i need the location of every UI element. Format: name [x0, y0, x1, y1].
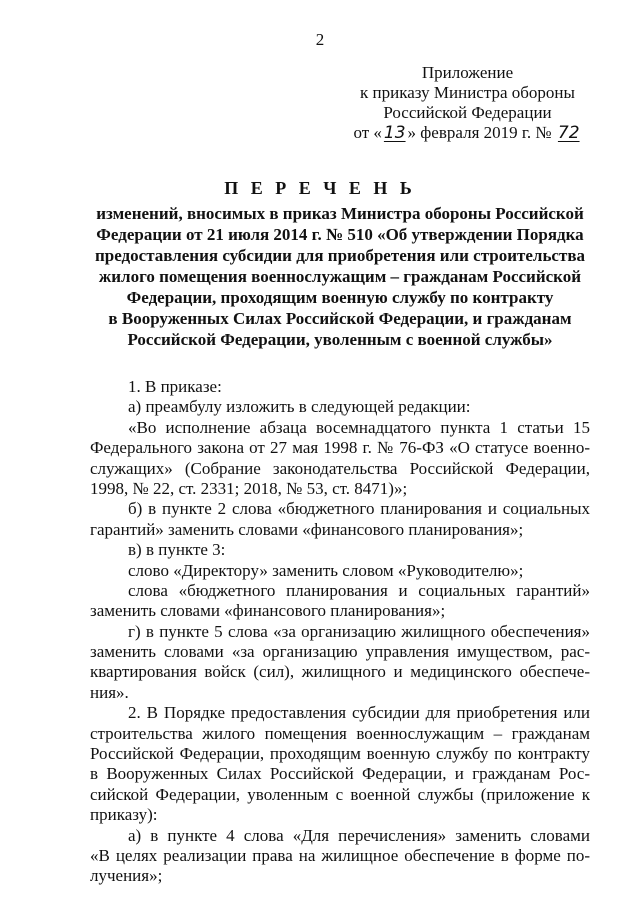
body-line: г) в пункте 5 слова «за организацию жилищного обеспечения»: [128, 621, 590, 641]
subtitle-line: изменений, вносимых в приказ Министра обороны Российской: [96, 204, 584, 223]
body-line: Федерального закона от 27 мая 1998 г. № 76-ФЗ «О статусе военно-: [90, 438, 590, 458]
subtitle-line: Российской Федерации, уволенным с военной службы»: [127, 330, 553, 349]
body-line: в Вооруженных Силах Российской Федерации, и гражданам Рос-: [90, 764, 590, 784]
appendix-line-3: Российской Федерации: [383, 103, 552, 122]
appendix-line-2: к приказу Министра обороны: [360, 83, 575, 102]
date-prefix: от «: [353, 123, 382, 142]
body-line: слово «Директору» заменить словом «Руководителю»;: [128, 560, 524, 580]
appendix-line-1: Приложение: [421, 63, 514, 82]
document-subtitle: [90, 203, 590, 350]
body-line: сийской Федерации, уволенным с военной службы (приложение к: [90, 784, 590, 804]
body-line: слова «бюджетного планирования и социальных гарантий»: [128, 580, 590, 600]
body-line: а) преамбулу изложить в следующей редакции:: [128, 397, 471, 417]
body-line: гарантий» заменить словами «финансового планирования»;: [90, 519, 524, 539]
appendix-header: [330, 63, 605, 143]
page-number: 2: [315, 30, 325, 49]
subtitle-line: Федерации, проходящим военную службу по контракту: [126, 288, 554, 307]
body-line: «В целях реализации права на жилищное обеспечение в форме по-: [90, 845, 590, 865]
subtitle-line: жилого помещения военнослужащим – гражданам Российской: [98, 267, 582, 286]
body-line: квартирования войск (сил), жилищного и медицинского обеспече-: [90, 662, 590, 682]
handwritten-order-number: 72: [557, 123, 580, 143]
document-body: [90, 377, 590, 887]
document-title: П Е Р Е Ч Е Н Ь: [224, 178, 416, 198]
subtitle-line: предоставления субсидии для приобретения или строительства: [94, 246, 586, 265]
body-line: ния».: [90, 682, 129, 702]
body-line: б) в пункте 2 слова «бюджетного планирования и социальных: [128, 499, 590, 519]
body-line: Российской Федерации, проходящим военную службу по контракту: [90, 744, 590, 764]
body-line: в) в пункте 3:: [128, 540, 226, 560]
body-line: 1998, № 22, ст. 2331; 2018, № 53, ст. 8471)»;: [90, 478, 408, 498]
body-line: а) в пункте 4 слова «Для перечисления» заменить словами: [128, 825, 590, 845]
body-line: 1. В приказе:: [128, 377, 222, 396]
body-line: 2. В Порядке предоставления субсидии для приобретения или: [128, 703, 590, 723]
body-line: служащих» (Собрание законодательства Российской Федерации,: [90, 458, 590, 478]
body-line: заменить словами «за организацию управления имуществом, рас-: [90, 642, 590, 662]
body-line: строительства жилого помещения военнослужащим – гражданам: [90, 723, 590, 743]
subtitle-line: в Вооруженных Силах Российской Федерации, и гражданам: [108, 309, 572, 328]
body-line: «Во исполнение абзаца восемнадцатого пункта 1 статьи 15: [128, 417, 590, 437]
body-line: приказу):: [90, 805, 158, 825]
handwritten-day: 13: [383, 123, 406, 143]
body-line: заменить словами «финансового планирования»;: [90, 601, 446, 621]
subtitle-line: Федерации от 21 июля 2014 г. № 510 «Об утверждении Порядка: [96, 225, 584, 244]
date-middle: » февраля 2019 г. №: [407, 123, 552, 142]
appendix-date-line: [330, 123, 605, 143]
body-line: лучения»;: [90, 866, 163, 886]
